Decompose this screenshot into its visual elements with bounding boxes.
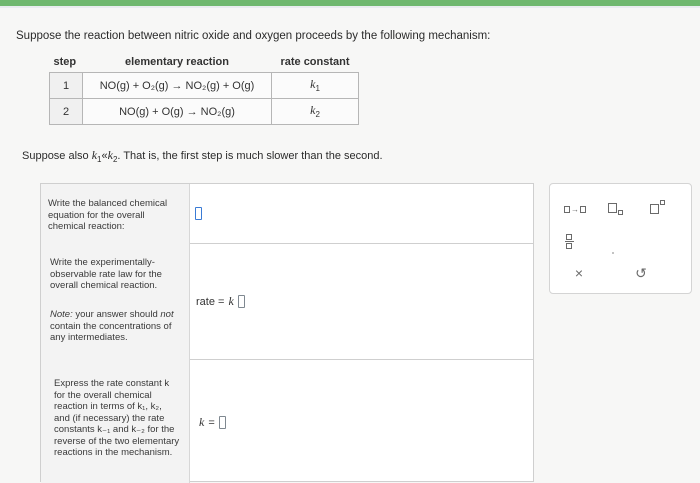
subscript-icon[interactable]	[604, 200, 626, 216]
answer-row-rate-constant	[41, 359, 533, 483]
header-step: step	[53, 56, 77, 68]
rate-law-prompt: Write the experimentally-observable rate law for the overall chemical reaction.	[50, 257, 162, 291]
mechanism-table	[49, 52, 359, 125]
separator-dot	[612, 252, 614, 254]
rate-law-note: Note: your answer should not contain the concentrations of any intermediates.	[50, 309, 174, 343]
rate-constant: $k_2$	[272, 99, 359, 125]
clear-icon[interactable]: ×	[574, 265, 584, 281]
answer-row-rate-law	[41, 243, 533, 360]
rate-law-input[interactable]	[238, 295, 245, 308]
rate-constant-answer	[199, 415, 226, 430]
k-symbol: k	[228, 294, 234, 308]
step-number: 1	[50, 73, 83, 99]
fraction-icon[interactable]	[562, 230, 576, 252]
prompt-cell	[41, 243, 190, 359]
mechanism-row	[50, 73, 359, 99]
rate-constant-prompt: Express the rate constant k for the overall chemical reaction in terms of k₁, k₂, and (if necessary) the rate constants k₋₁ and k₋₂ for the reverse of the two elementary reactions in the mechanism.	[54, 378, 180, 458]
assumption-text: Suppose also $k_1«k_2$. That is, the first step is much slower than the second.	[22, 148, 383, 165]
balanced-prompt: Write the balanced chemical equation for the overall chemical reaction:	[48, 198, 168, 232]
undo-icon[interactable]: ↺	[635, 264, 647, 281]
math-toolbar	[549, 183, 692, 294]
mechanism-row	[50, 99, 359, 125]
arrow-between-boxes-icon[interactable]: →	[560, 202, 590, 216]
reaction-equation: NO(g) + O(g) → NO₂(g)	[83, 99, 272, 125]
header-rate-constant: rate constant	[280, 56, 350, 68]
k-symbol: k	[199, 415, 205, 429]
balanced-equation-input[interactable]	[195, 207, 202, 220]
rate-constant: $k_1$	[272, 73, 359, 99]
balanced-equation-answer	[195, 207, 202, 220]
answer-panel	[40, 183, 534, 482]
reaction-equation: NO(g) + O₂(g) → NO₂(g) + O(g)	[83, 73, 272, 99]
header-reaction: elementary reaction	[125, 56, 229, 68]
equals-sign: =	[208, 416, 215, 429]
question-intro: Suppose the reaction between nitric oxide and oxygen proceeds by the following mechanism:	[16, 30, 491, 42]
prompt-cell	[41, 359, 190, 483]
rate-law-answer	[196, 294, 245, 309]
header-divider	[0, 6, 700, 8]
answer-row-balanced	[41, 184, 533, 244]
prompt-cell	[41, 184, 190, 243]
superscript-icon[interactable]	[646, 198, 668, 214]
rate-label: rate =	[196, 295, 225, 308]
rate-constant-input[interactable]	[219, 416, 226, 429]
step-number: 2	[50, 99, 83, 125]
